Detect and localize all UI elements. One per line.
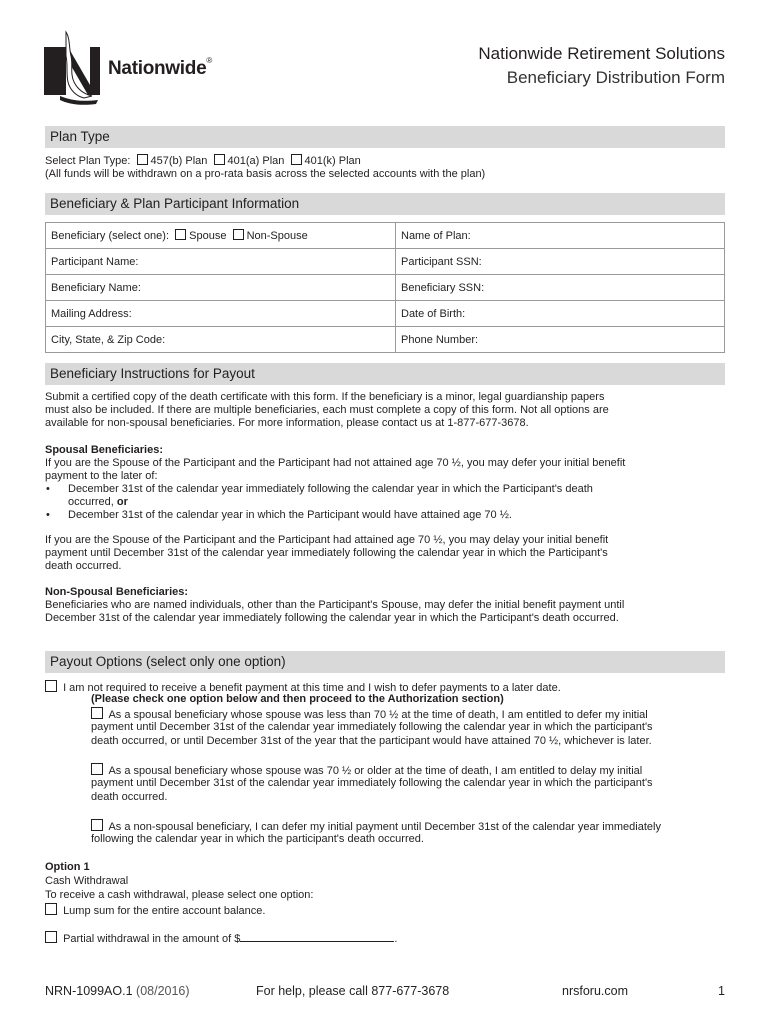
plan-type-label: Select Plan Type: [45,155,131,167]
sub-option-1: As a spousal beneficiary whose spouse was less than 70 ½ at the time of death, I am entitled to defer my initial [91,707,648,723]
checkbox-lump-sum[interactable] [45,903,57,915]
spousal-text-line: If you are the Spouse of the Participant and the Participant had not attained age 70 ½, you may defer your initial benefit [45,457,626,469]
nonspousal-text-line: Beneficiaries who are named individuals, other than the Participant's Spouse, may defer the initial benefit payment until [45,599,625,611]
nonspousal-heading: Non-Spousal Beneficiaries: [45,586,189,598]
spousal-heading: Spousal Beneficiaries: [45,444,163,456]
instructions-intro-line: available for non-spousal beneficiaries. For more information, please contact us at 1-877-677-3678. [45,417,529,429]
defer-label: I am not required to receive a benefit payment at this time and I wish to defer payments to a later date. [63,682,561,694]
page-number: 1 [718,984,725,998]
section-heading-info: Beneficiary & Plan Participant Information [45,193,725,215]
checkbox-sub-option-2[interactable] [91,763,103,775]
partial-amount-input[interactable] [240,931,394,942]
checkbox-401a[interactable] [214,154,225,165]
help-line: For help, please call 877-677-3678 [256,984,450,998]
option1-instructions: To receive a cash withdrawal, please select one option: [45,889,314,901]
spousal-text-line: If you are the Spouse of the Participant and the Participant had attained age 70 ½, you may delay your initial benefit [45,534,609,546]
checkbox-401k[interactable] [291,154,302,165]
bullet-marker: • [46,509,50,521]
bullet-text-line: December 31st of the calendar year in which the Participant would have attained age 70 ½. [68,509,512,521]
option1-title: Cash Withdrawal [45,875,129,887]
sub-option-2-line: death occurred. [91,791,168,803]
spousal-text-line: payment until December 31st of the calendar year immediately following the calendar year in which the Participant's [45,547,608,559]
plan-type-note: (All funds will be withdrawn on a pro-rata basis across the selected accounts with the plan) [45,168,486,180]
sub-option-1-line: death occurred, or until December 31st of the year that the participant would have attained 70 ½, whichever is later. [91,735,652,747]
sub-option-2: As a spousal beneficiary whose spouse was 70 ½ or older at the time of death, I am entitled to delay my initial [91,763,642,779]
section-heading-instructions: Beneficiary Instructions for Payout [45,363,725,385]
sub-option-2-line: payment until December 31st of the calendar year immediately following the calendar year in which the participant's [91,777,653,789]
beneficiary-type-cell [46,223,396,249]
brand-name: Nationwide® [108,56,212,79]
checkbox-spouse[interactable] [175,229,186,240]
nationwide-eagle-logo-icon [40,30,104,106]
beneficiary-select-label: Beneficiary (select one): [51,230,169,242]
checkbox-457b[interactable] [137,154,148,165]
phone-number-field[interactable]: Phone Number: [396,327,725,353]
mailing-address-field[interactable]: Mailing Address: [46,301,396,327]
bullet-marker: • [46,483,50,495]
bullet-text-line: occurred, or [68,496,128,508]
sub-option-1-line: payment until December 31st of the calendar year immediately following the calendar year in which the participant's [91,721,653,733]
form-subtitle: Beneficiary Distribution Form [506,68,725,87]
instructions-intro-line: must also be included. If there are multiple beneficiaries, each must complete a copy of this form. Not all options are [45,404,609,416]
sub-option-3: As a non-spousal beneficiary, I can defer my initial payment until December 31st of the calendar year immediately [91,819,661,835]
checkbox-partial[interactable] [45,931,57,943]
non-spouse-label: Non-Spouse [246,230,308,242]
bullet-text-line: December 31st of the calendar year immediately following the calendar year in which the Participant's death [68,483,593,495]
form-title: Nationwide Retirement Solutions [478,44,725,63]
table-row [46,275,725,301]
form-number: NRN-1099AO.1 (08/2016) [45,984,190,998]
spousal-text-line: death occurred. [45,560,122,572]
lump-sum-option: Lump sum for the entire account balance. [45,903,265,919]
option-457b-label: 457(b) Plan [150,155,208,167]
table-row [46,327,725,353]
defer-note: (Please check one option below and then proceed to the Authorization section) [91,693,504,705]
beneficiary-name-field[interactable]: Beneficiary Name: [46,275,396,301]
plan-name-field[interactable]: Name of Plan: [396,223,725,249]
sub-option-3-line: following the calendar year in which the participant's death occurred. [91,833,424,845]
nonspousal-text-line: December 31st of the calendar year immediately following the calendar year in which the Participant's death occurred. [45,612,619,624]
spousal-text-line: payment to the later of: [45,470,158,482]
checkbox-sub-option-3[interactable] [91,819,103,831]
instructions-intro-line: Submit a certified copy of the death certificate with this form. If the beneficiary is a minor, legal guardianship papers [45,391,605,403]
checkbox-sub-option-1[interactable] [91,707,103,719]
checkbox-non-spouse[interactable] [233,229,244,240]
participant-ssn-field[interactable]: Participant SSN: [396,249,725,275]
beneficiary-ssn-field[interactable]: Beneficiary SSN: [396,275,725,301]
spouse-label: Spouse [189,230,227,242]
checkbox-defer[interactable] [45,680,57,692]
plan-type-row [45,154,361,169]
table-row [46,301,725,327]
section-heading-payout: Payout Options (select only one option) [45,651,725,673]
table-row [46,249,725,275]
date-of-birth-field[interactable]: Date of Birth: [396,301,725,327]
info-table [45,222,725,353]
option-401k-label: 401(k) Plan [304,155,361,167]
website: nrsforu.com [562,984,628,998]
participant-name-field[interactable]: Participant Name: [46,249,396,275]
table-row [46,223,725,249]
option-401a-label: 401(a) Plan [227,155,285,167]
city-state-zip-field[interactable]: City, State, & Zip Code: [46,327,396,353]
option1-heading: Option 1 [45,861,90,873]
partial-withdrawal-option: Partial withdrawal in the amount of $ . [45,931,397,947]
section-heading-plan-type: Plan Type [45,126,725,148]
